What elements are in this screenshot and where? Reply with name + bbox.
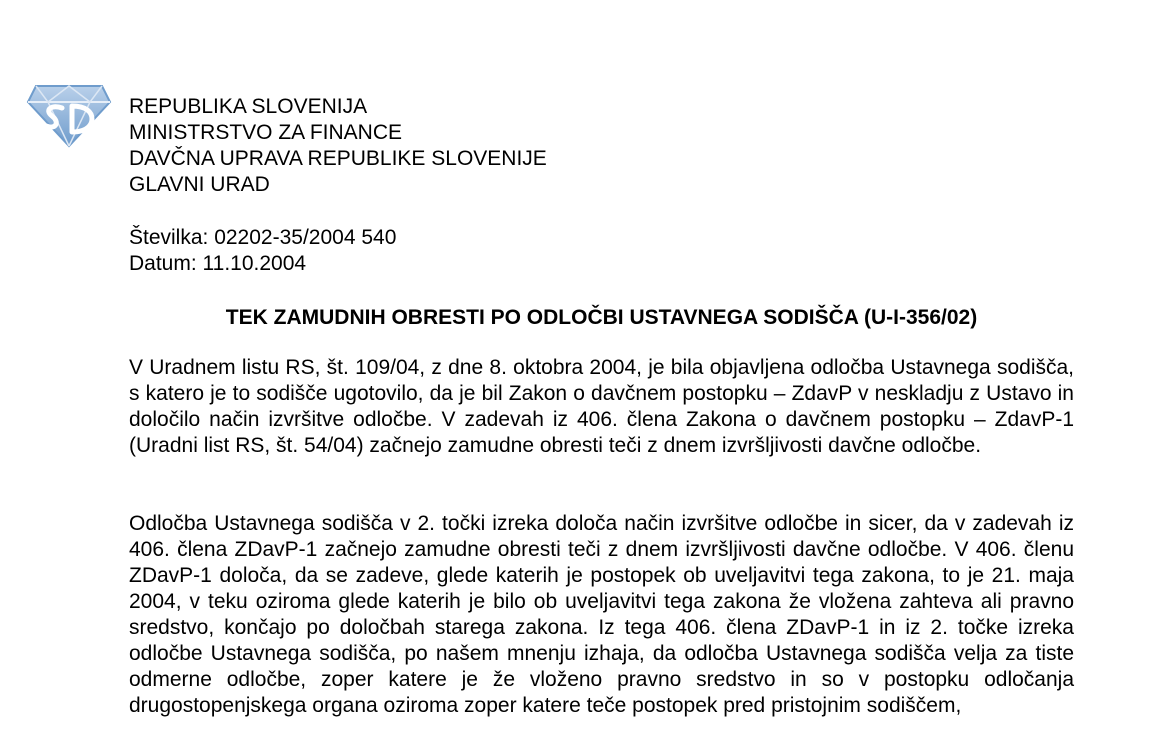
durs-logo-icon [26, 78, 112, 150]
document-meta [129, 225, 396, 277]
letterhead [129, 94, 547, 198]
document-date: Datum: 11.10.2004 [129, 252, 307, 275]
letterhead-line-ministry: MINISTRSTVO ZA FINANCE [129, 121, 403, 144]
letterhead-line-tax-administration: DAVČNA UPRAVA REPUBLIKE SLOVENIJE [129, 147, 547, 170]
letterhead-line-republic: REPUBLIKA SLOVENIJA [129, 95, 368, 118]
letterhead-line-head-office: GLAVNI URAD [129, 173, 270, 196]
document-number: Številka: 02202-35/2004 540 [129, 226, 397, 249]
document-title: TEK ZAMUDNIH OBRESTI PO ODLOČBI USTAVNEGA SODIŠČA (U-I-356/02) [225, 306, 978, 329]
paragraph-1: V Uradnem listu RS, št. 109/04, z dne 8. oktobra 2004, je bila objavljena odločba Ustavnega sodišča, s katero je to sodišče ugotovilo, da je bil Zakon o davčnem postopku – ZdavP v neskladju z Ustavo in določilo način izvršitve odločbe. V zadevah iz 406. člena Zakona o davčnem postopku – ZdavP-1 (Uradni list RS, št. 54/04) začnejo zamudne obresti teči z dnem izvršljivosti davčne odločbe. [129, 356, 1074, 457]
paragraph-2: Odločba Ustavnega sodišča v 2. točki izreka določa način izvršitve odločbe in sicer, da v zadevah iz 406. člena ZDavP-1 začnejo zamudne obresti teči z dnem izvršljivosti davčne odločbe. V 406. členu ZDavP-1 določa, da se zadeve, glede katerih je postopek ob uveljavitvi tega zakona, to je 21. maja 2004, v teku oziroma glede katerih je bilo ob uveljavitvi tega zakona že vložena zahteva ali pravno sredstvo, končajo po določbah starega zakona. Iz tega 406. člena ZDavP-1 in iz 2. točke izreka odločbe Ustavnega sodišča, po našem mnenju izhaja, da odločba Ustavnega sodišča velja za tiste odmerne odločbe, zoper katere je že vloženo pravno sredstvo in so v postopku odločanja drugostopenjskega organa oziroma zoper katere teče postopek pred pristojnim sodiščem, [129, 512, 1074, 717]
